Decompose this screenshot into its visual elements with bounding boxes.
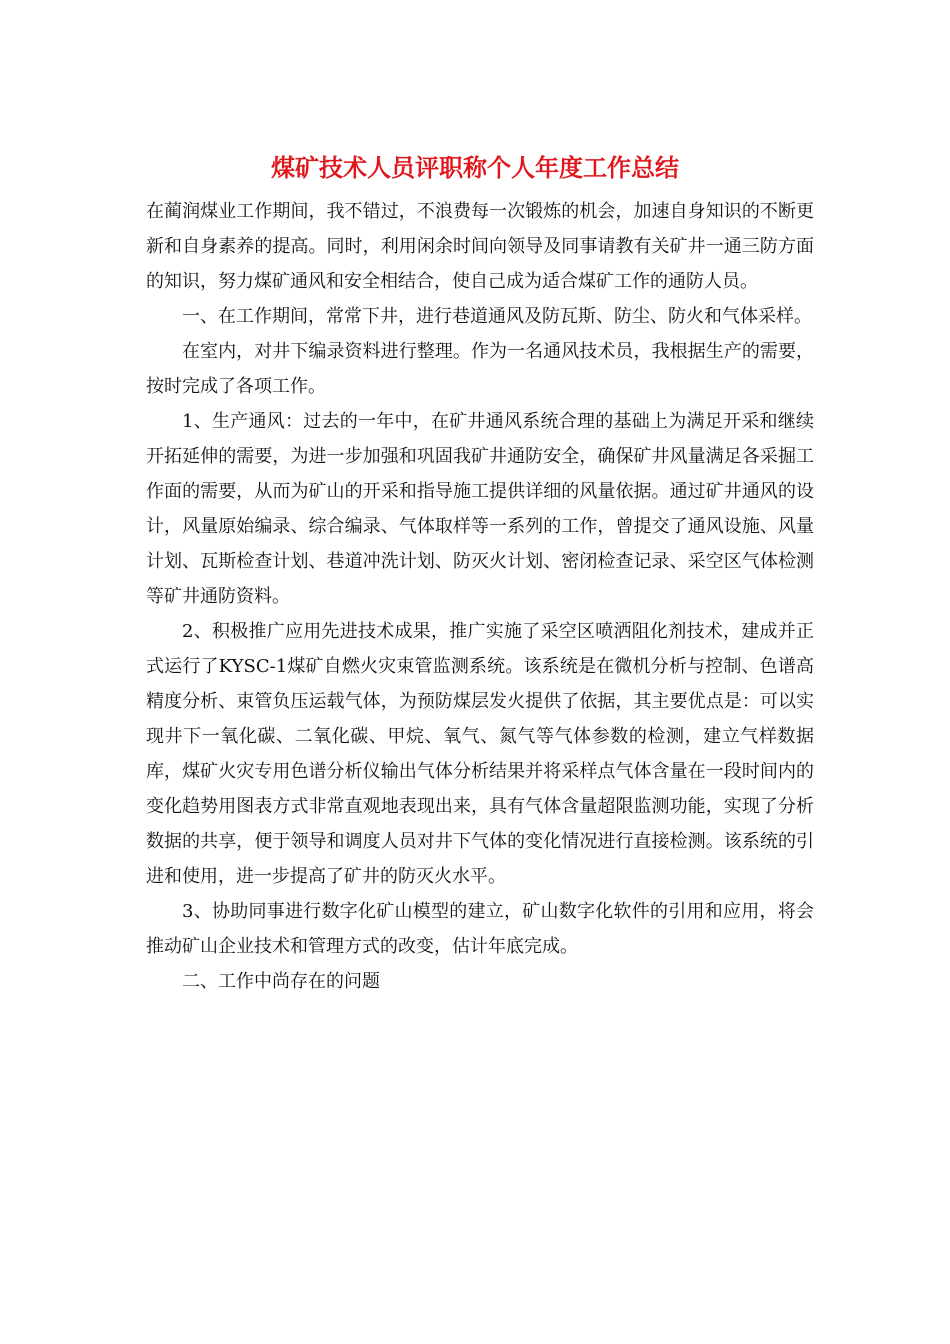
paragraph-item-1: 1、生产通风：过去的一年中，在矿井通风系统合理的基础上为满足开采和继续开拓延伸的需要，为进一步加强和巩固我矿井通防安全，确保矿井风量满足各采掘工作面的需要，从而为矿山的开采和指导施工提供详细的风量依据。通过矿井通风的设计，风量原始编录、综合编录、气体取样等一系列的工作，曾提交了通风设施、风量计划、瓦斯检查计划、巷道冲洗计划、防灭火计划、密闭检查记录、采空区气体检测等矿井通防资料。 (146, 411, 814, 607)
paragraph-item-2: 2、积极推广应用先进技术成果，推广实施了采空区喷洒阻化剂技术，建成并正式运行了KYSC-1煤矿自燃火灾束管监测系统。该系统是在微机分析与控制、色谱高精度分析、束管负压运载气体，为预防煤层发火提供了依据，其主要优点是：可以实现井下一氧化碳、二氧化碳、甲烷、氧气、氮气等气体参数的检测，建立气样数据库，煤矿火灾专用色谱分析仪输出气体分析结果并将采样点气体含量在一段时间内的变化趋势用图表方式非常直观地表现出来，具有气体含量超限监测功能，实现了分析数据的共享，便于领导和调度人员对井下气体的变化情况进行直接检测。该系统的引进和使用，进一步提高了矿井的防灭火水平。 (146, 621, 814, 887)
paragraph-section-one: 一、在工作期间，常常下井，进行巷道通风及防瓦斯、防尘、防火和气体采样。 (182, 306, 812, 327)
paragraph-intro: 在蔺润煤业工作期间，我不错过，不浪费每一次锻炼的机会，加速自身知识的不断更新和自身素养的提高。同时，利用闲余时间向领导及同事请教有关矿井一通三防方面的知识，努力煤矿通风和安全相结合，使自己成为适合煤矿工作的通防人员。 (146, 201, 814, 292)
paragraph-indoor-work: 在室内，对井下编录资料进行整理。作为一名通风技术员，我根据生产的需要，按时完成了各项工作。 (146, 341, 814, 397)
paragraph-item-3: 3、协助同事进行数字化矿山模型的建立，矿山数字化软件的引用和应用，将会推动矿山企业技术和管理方式的改变，估计年底完成。 (146, 901, 814, 957)
paragraph-section-two: 二、工作中尚存在的问题 (182, 971, 380, 992)
document-body (146, 194, 814, 999)
document-title: 煤矿技术人员评职称个人年度工作总结 (271, 153, 679, 182)
